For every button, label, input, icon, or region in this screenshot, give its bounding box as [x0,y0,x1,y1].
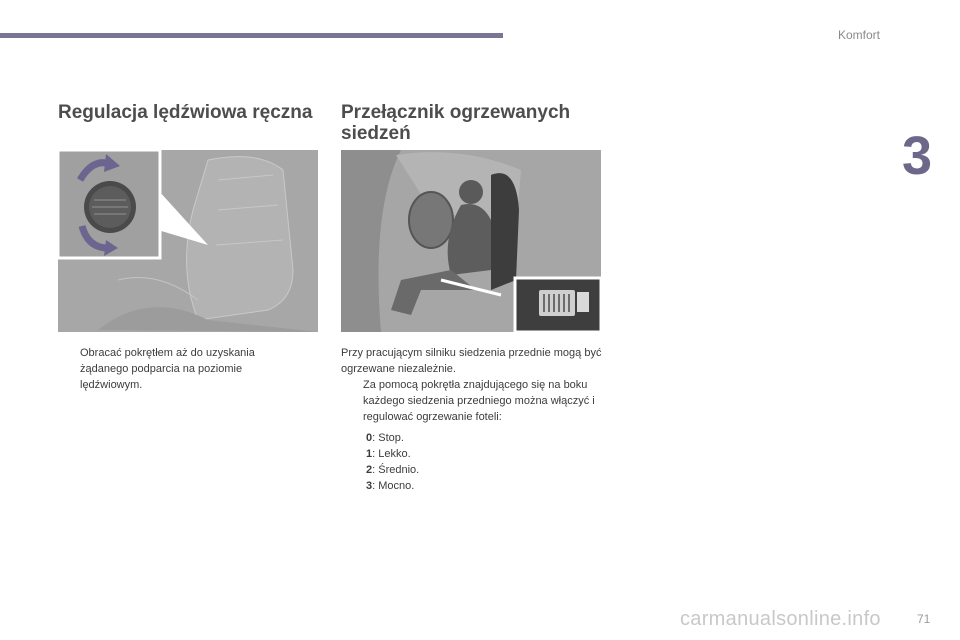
watermark: carmanualsonline.info [680,608,881,630]
heated-seat-instructions [341,345,603,425]
top-accent-bar [0,33,503,38]
heated-seat-intro: Przy pracującym silniku siedzenia przednie mogą być ogrzewane niezależnie. [341,347,602,375]
lumbar-bullet-text: Obracać pokrętłem aż do uzyskania żądanego podparcia na poziomie lędźwiowym. [80,347,255,391]
heating-level-list [366,430,419,494]
section-label: Komfort [838,28,881,42]
heating-level-item: 1: Lekko. [366,448,411,460]
lumbar-bullet-item [58,345,288,393]
heated-seats-title: Przełącznik ogrzewanych siedzeń [341,102,571,144]
heating-level-item: 3: Mocno. [366,480,415,492]
lumbar-knob-illustration [58,150,318,332]
heating-level-item: 2: Średnio. [366,464,420,476]
chapter-number: 3 [902,126,933,186]
lumbar-instructions [58,345,288,393]
lumbar-adjustment-title: Regulacja lędźwiowa ręczna [58,102,313,123]
heated-seat-switch-illustration [341,150,601,332]
heated-seat-bullet-item [341,377,603,425]
heated-seat-bullet-text: Za pomocą pokrętła znajdującego się na boku każdego siedzenia przedniego można włączyć i regulować ogrzewanie foteli: [363,379,595,423]
page-number: 71 [917,612,931,626]
heating-level-item: 0: Stop. [366,432,404,444]
